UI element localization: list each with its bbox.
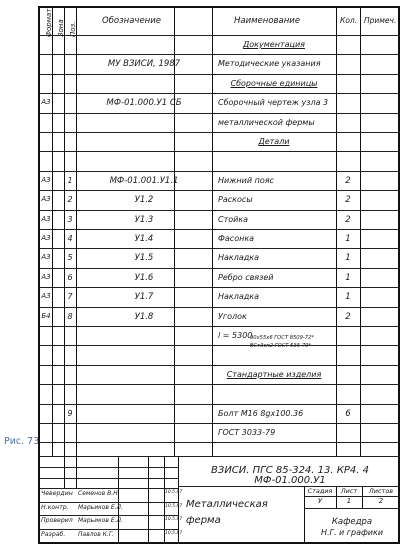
signature-name: Марьиков Е.Л.	[78, 503, 123, 511]
row-position: 5	[67, 253, 73, 263]
row-position: 8	[67, 311, 73, 321]
signature-date: 10.5.87	[165, 530, 183, 536]
row-designation: У1.6	[134, 272, 154, 283]
row-name: Сборочные единицы	[230, 78, 318, 88]
row-format: Б4	[41, 311, 51, 320]
row-quantity: 1	[345, 292, 351, 303]
row-name: Уголок	[218, 311, 247, 321]
title-name-line1: Металлическая	[186, 499, 268, 510]
row-name: Нижний пояс	[218, 175, 274, 185]
row-quantity: 2	[345, 175, 351, 186]
signature-role: Проверил	[41, 517, 73, 524]
header-name: Наименование	[234, 16, 301, 26]
signature-date: 10.5.87	[165, 517, 183, 522]
row-format: А3	[41, 234, 51, 242]
row-format: А3	[41, 253, 51, 262]
title-designation: МФ-01.000.У1	[254, 475, 326, 486]
row-name: l = 5300	[218, 331, 253, 340]
row-format: А3	[41, 272, 51, 281]
row-designation: У1.3	[134, 214, 154, 225]
sheets-label: Листов	[368, 487, 394, 495]
header-pos: Поз.	[69, 21, 77, 37]
signature-name: Марьиков Е.Л.	[78, 517, 123, 524]
row-name: Накладка	[218, 292, 260, 302]
row-quantity: 1	[345, 234, 351, 244]
row-name: Стандартные изделия	[226, 369, 322, 379]
row-name: Сборочный чертеж узла 3	[218, 98, 329, 108]
row-position: 6	[67, 272, 73, 282]
sheet-label: Лист	[340, 487, 358, 495]
sheet-value: 1	[346, 497, 352, 505]
row-designation: У1.7	[134, 292, 154, 303]
row-quantity: 1	[345, 253, 351, 264]
signature-date: 10.5.87	[165, 490, 183, 495]
row-name: Фасонка	[218, 234, 255, 243]
row-name: Методические указания	[218, 59, 321, 69]
title-code: ВЗИСИ. ПГС 85-324. 13. КР4. 4	[211, 465, 369, 476]
row-designation: У1.8	[134, 311, 154, 322]
row-position: 4	[67, 234, 73, 243]
row-designation: У1.4	[134, 234, 154, 244]
specification-sheet	[38, 6, 400, 544]
figure-label: Рис. 73	[4, 436, 40, 447]
row-position: 7	[67, 292, 73, 302]
header-note: Примеч.	[364, 16, 397, 25]
header-qty: Кол.	[340, 16, 358, 25]
row-quantity: 2	[345, 214, 351, 225]
row-designation: МФ-01.001.У1.1	[109, 175, 179, 186]
org-line1: Кафедра	[331, 517, 373, 527]
title-name-line2: ферма	[186, 515, 221, 526]
header-format: Формат	[45, 8, 53, 37]
row-name: Детали	[258, 137, 290, 146]
row-format: А3	[41, 175, 51, 184]
row-position: 9	[67, 408, 73, 418]
signature-role: Разраб.	[41, 530, 66, 538]
row-position: 3	[67, 214, 73, 224]
org-line2: Н.Г. и графики	[320, 528, 384, 537]
row-name: Документация	[243, 40, 305, 49]
signature-date: 10.5.87	[165, 503, 183, 509]
row-name: Раскосы	[218, 195, 253, 205]
signature-name: Павлов К.Г.	[78, 530, 115, 538]
header-designation: Обозначение	[102, 16, 161, 26]
angle-spec-line1: 90х55х6 ГОСТ 8509-72*	[250, 335, 314, 341]
row-designation: МУ ВЗИСИ, 1987	[107, 59, 181, 70]
angle-spec-line2: ВСт3сп2 ГОСТ 535-79*	[250, 343, 312, 349]
row-format: А3	[41, 214, 51, 223]
row-quantity: 2	[345, 195, 351, 206]
sheets-value: 2	[378, 497, 384, 505]
row-quantity: 1	[345, 272, 351, 283]
row-name: Ребро связей	[218, 272, 274, 282]
row-name: ГОСТ 3033-79	[218, 428, 276, 437]
signature-role: Н.контр.	[41, 503, 69, 511]
row-name: Болт М16 8gх100.36	[218, 408, 304, 418]
row-position: 2	[67, 195, 73, 205]
row-position: 1	[67, 175, 73, 185]
row-designation: МФ-01.000.У1 СБ	[106, 98, 182, 109]
row-quantity: 6	[345, 408, 351, 419]
signature-name: Семенов В.Н.	[78, 490, 120, 497]
row-quantity: 2	[345, 311, 351, 322]
row-name: металлической фермы	[218, 117, 315, 127]
row-format: А3	[41, 195, 51, 204]
stage-value: У	[317, 497, 323, 505]
row-name: Стойка	[218, 214, 249, 224]
signature-role: Чевердин	[41, 490, 73, 497]
row-format: А3	[41, 98, 51, 107]
row-name: Накладка	[218, 253, 260, 263]
stage-label: Стадия	[307, 487, 333, 495]
row-designation: У1.5	[134, 253, 154, 264]
header-zone: Зона	[57, 19, 65, 37]
row-format: А3	[41, 292, 51, 301]
row-designation: У1.2	[134, 195, 154, 206]
